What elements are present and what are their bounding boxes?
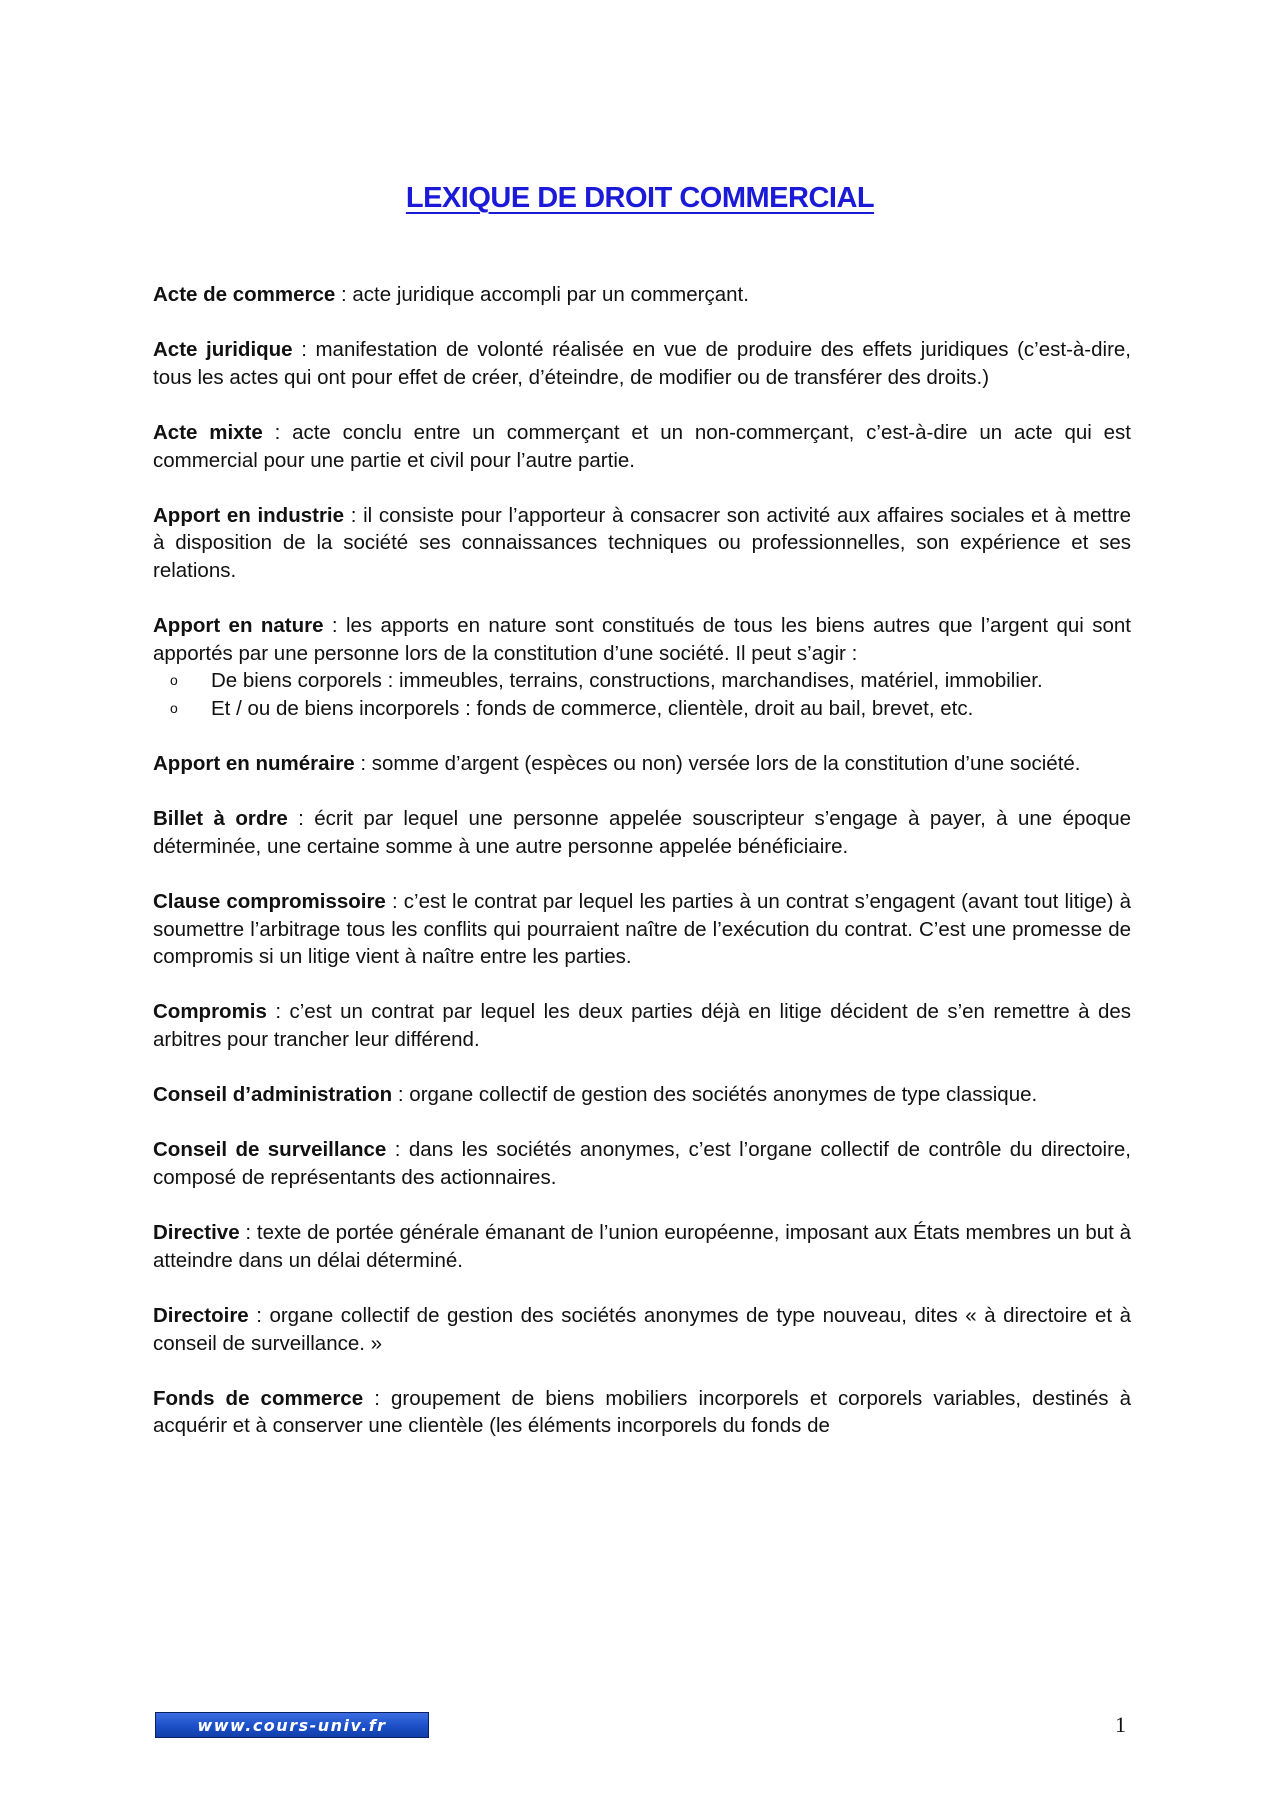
glossary-definition: manifestation de volonté réalisée en vue de produire des effets juridiques (c’est-à-dire, tous les actes qui ont pour effet de créer, d’éteindre, de modifier ou de transférer des droits.) bbox=[153, 338, 1132, 389]
glossary-entry bbox=[153, 1302, 1131, 1357]
glossary-term: Apport en numéraire bbox=[153, 752, 355, 776]
site-logo-text: www.cours-univ.fr bbox=[197, 1715, 387, 1735]
bullet-marker-icon: o bbox=[170, 672, 178, 689]
glossary-term: Conseil de surveillance bbox=[153, 1138, 387, 1162]
glossary-entry bbox=[153, 612, 1131, 722]
glossary-definition: acte juridique accompli par un commerçant. bbox=[352, 283, 749, 306]
term-separator: : bbox=[335, 283, 353, 306]
term-separator: : bbox=[262, 420, 293, 444]
term-separator: : bbox=[266, 1000, 290, 1024]
glossary-term: Billet à ordre bbox=[153, 807, 288, 831]
glossary-term: Acte mixte bbox=[153, 420, 263, 444]
bullet-item bbox=[170, 695, 1131, 723]
glossary-entry bbox=[153, 1081, 1131, 1109]
glossary-content bbox=[153, 281, 1131, 1468]
glossary-term: Compromis bbox=[153, 1000, 267, 1024]
term-separator: : bbox=[392, 1083, 410, 1107]
glossary-definition: organe collectif de gestion des sociétés anonymes de type nouveau, dites « à directoire et à conseil de surveillance. » bbox=[153, 1303, 1131, 1355]
glossary-definition: les apports en nature sont constitués de tous les biens autres que l’argent qui sont apportés par une personne lors de la constitution d’une société. Il peut s’agir : bbox=[153, 614, 1131, 665]
bullet-item bbox=[170, 667, 1131, 695]
term-separator: : bbox=[354, 752, 372, 776]
page-number: 1 bbox=[1115, 1712, 1126, 1737]
page-title bbox=[0, 182, 1280, 215]
glossary-entry bbox=[153, 419, 1131, 474]
glossary-term: Acte juridique bbox=[153, 338, 293, 362]
glossary-definition: somme d’argent (espèces ou non) versée lors de la constitution d’une société. bbox=[371, 752, 1081, 776]
glossary-definition: il consiste pour l’apporteur à consacrer son activité aux affaires sociales et à mettre à disposition de la société ses connaissances techniques ou professionnelles, son expérience et ses relations. bbox=[153, 503, 1131, 582]
glossary-entry bbox=[153, 502, 1131, 585]
term-separator: : bbox=[385, 890, 404, 914]
glossary-definition: c’est un contrat par lequel les deux parties déjà en litige décident de s’en remettre à des arbitres pour trancher leur différend. bbox=[153, 1000, 1132, 1052]
glossary-term: Directoire bbox=[153, 1303, 249, 1327]
glossary-term: Acte de commerce bbox=[153, 283, 336, 306]
glossary-definition: texte de portée générale émanant de l’union européenne, imposant aux États membres un but à atteindre dans un délai déterminé. bbox=[153, 1221, 1131, 1272]
term-separator: : bbox=[363, 1386, 391, 1410]
glossary-entry bbox=[153, 336, 1131, 391]
bullet-list bbox=[153, 667, 1131, 722]
term-separator: : bbox=[239, 1221, 257, 1245]
glossary-entry bbox=[153, 998, 1131, 1053]
term-separator: : bbox=[287, 807, 315, 831]
bullet-text: De biens corporels : immeubles, terrains, constructions, marchandises, matériel, immobilier. bbox=[211, 669, 1043, 693]
term-separator: : bbox=[344, 503, 364, 527]
bullet-marker-icon: o bbox=[170, 699, 178, 716]
page-title-text: LEXIQUE DE DROIT COMMERCIAL bbox=[405, 182, 875, 214]
glossary-entry bbox=[153, 750, 1131, 778]
term-separator: : bbox=[323, 614, 346, 638]
glossary-term: Conseil d’administration bbox=[153, 1083, 393, 1107]
term-separator: : bbox=[386, 1138, 409, 1162]
glossary-term: Directive bbox=[153, 1221, 240, 1245]
glossary-entry bbox=[153, 1385, 1131, 1440]
glossary-definition: écrit par lequel une personne appelée souscripteur s’engage à payer, à une époque déterminée, une certaine somme à une autre personne appelée bénéficiaire. bbox=[153, 807, 1132, 858]
term-separator: : bbox=[248, 1303, 270, 1327]
glossary-definition: c’est le contrat par lequel les parties à un contrat s’engagent (avant tout litige) à soumettre l’arbitrage tous les conflits qui pourraient naître de l’exécution du contrat. C’est une promesse de compromis si un litige vient à naître entre les parties. bbox=[153, 890, 1131, 969]
glossary-entry bbox=[153, 281, 1131, 309]
term-separator: : bbox=[292, 338, 316, 362]
glossary-term: Fonds de commerce bbox=[153, 1386, 364, 1410]
glossary-entry bbox=[153, 888, 1131, 971]
glossary-definition: acte conclu entre un commerçant et un non-commerçant, c’est-à-dire un acte qui est commercial pour une partie et civil pour l’autre partie. bbox=[153, 420, 1131, 472]
glossary-entry bbox=[153, 1219, 1131, 1274]
glossary-entry bbox=[153, 805, 1131, 860]
glossary-definition: groupement de biens mobiliers incorporels et corporels variables, destinés à acquérir et à conserver une clientèle (les éléments incorporels du fonds de bbox=[153, 1386, 1131, 1438]
bullet-text: Et / ou de biens incorporels : fonds de commerce, clientèle, droit au bail, brevet, etc. bbox=[211, 696, 974, 720]
glossary-entry bbox=[153, 1136, 1131, 1191]
site-logo-banner[interactable] bbox=[155, 1712, 429, 1738]
glossary-term: Clause compromissoire bbox=[153, 890, 386, 914]
glossary-definition: organe collectif de gestion des sociétés anonymes de type classique. bbox=[409, 1083, 1038, 1107]
glossary-entry-intro bbox=[153, 612, 1131, 667]
glossary-term: Apport en nature bbox=[153, 614, 324, 638]
glossary-definition: dans les sociétés anonymes, c’est l’organe collectif de contrôle du directoire, composé de représentants des actionnaires. bbox=[153, 1138, 1131, 1189]
glossary-term: Apport en industrie bbox=[153, 503, 345, 527]
